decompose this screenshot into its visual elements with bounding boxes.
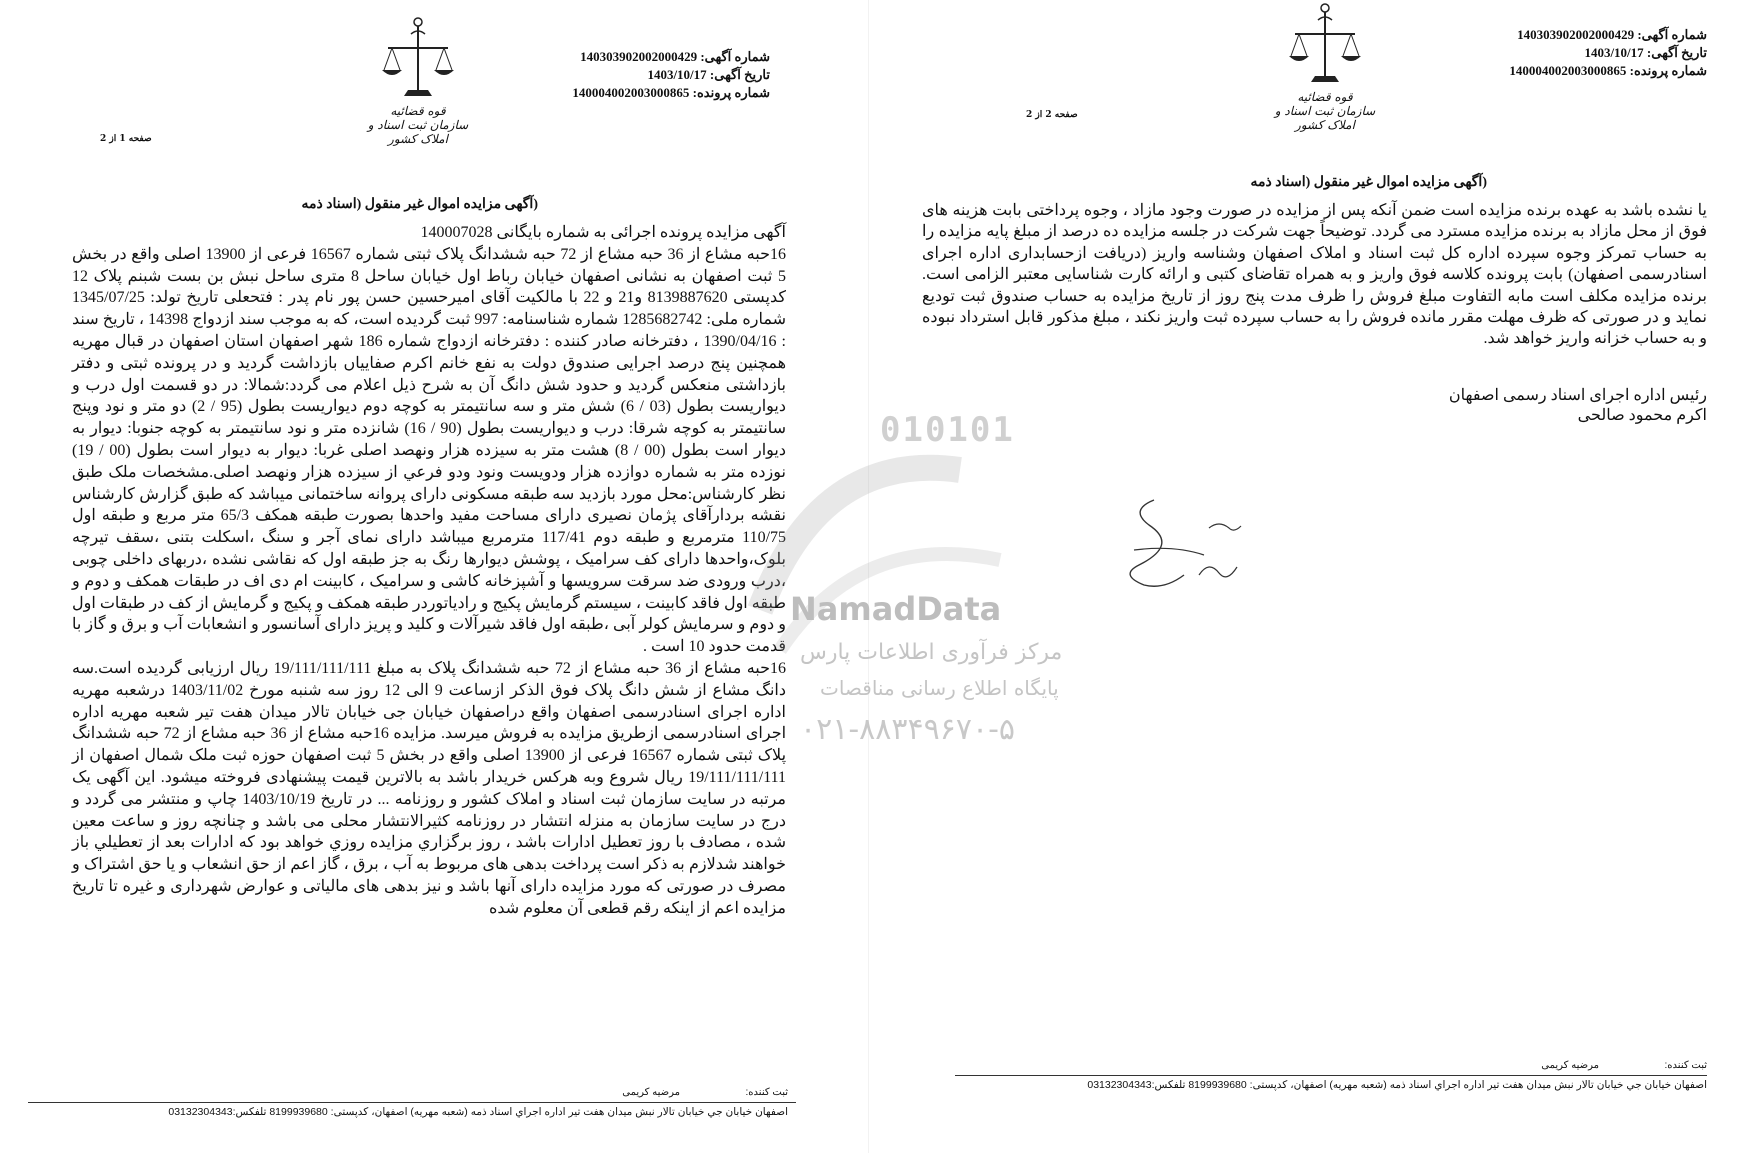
registrar-label: ثبت کننده: <box>745 1087 788 1098</box>
notice-paragraph-archive: آگهی مزایده پرونده اجرائی به شماره بایگانی 140007028 <box>420 224 786 241</box>
registrar-row-p2 <box>1541 1060 1707 1071</box>
ad-number-row <box>572 48 770 66</box>
ad-date-label-p2: تاریخ آگهی: <box>1646 45 1707 60</box>
case-number-label: شماره پرونده: <box>692 85 770 100</box>
watermark-brand: NamadData <box>790 590 1002 628</box>
logo-caption-org: سازمان ثبت اسناد و املاک کشور <box>367 118 469 146</box>
ad-number: 140303902002000429 <box>580 49 698 64</box>
case-number-row <box>572 84 770 102</box>
notice-paragraph-auction: 16حبه مشاع از 36 حبه مشاع از 72 حبه ششدانگ پلاک به مبلغ 19/111/111/111 ریال ارزیابی گردیده است.سه دانگ مشاع از شش دانگ پلاک فوق الذکر ازساعت 9 الی 12 روز سه شنبه مورخ 1403/11/02 درشعبه مهریه اداره اجرای اسنادرسمی اصفهان واقع دراصفهان خیابان جی خیابان تالار میدان هفت تیر شعبه مهریه اداره اجرای اسنادرسمی ازطریق مزایده به فروش میرسد. مزایده 16حبه مشاع از 36 حبه مشاع از 72 حبه ششدانگ پلاک ثبتی شماره 16567 فرعی از 13900 اصلی واقع در بخش 5 ثبت اصفهان حوزه ثبت ملک شمال اصفهان از 19/111/111/111 ریال شروع وبه هرکس خریدار باشد به بالاترین قیمت پیشنهادی فروخته میشود. این آگهی یک مرتبه در سایت سازمان ثبت اسناد و املاک کشور و روزنامه ... در تاریخ 1403/10/19 چاپ و منتشر می گردد و درج در سایت سازمان به منزله انتشار در روزنامه کثیرالانتشار محلی می باشد و چنانچه روز و ساعت معین شده ، مصادف با روز تعطیل ادارات باشد ، روز برگزاري مزايده روزي خواهد بود که ادارات بعد از تعطيلي باز خواهند شدلازم به ذکر است پرداخت بدهی های مربوط به آب ، برق ، گاز اعم از حق انشعاب و یا حق اشتراک و مصرف در صورتی که مورد مزایده دارای آنها باشد و نیز بدهی های مالیاتی و عوارض شهرداری و غیره تا تاریخ مزایده اعم از اینکه رقم قطعی آن معلوم شده <box>72 659 787 917</box>
registrar-name-p2: مرضیه کریمی <box>1541 1060 1599 1071</box>
notice-paragraph-property: 16حبه مشاع از 36 حبه مشاع از 72 حبه ششدانگ پلاک ثبتی شماره 16567 فرعی از 13900 اصلی واقع در بخش 5 ثبت اصفهان به نشانی اصفهان خیابان رباط اول خیابان ساحل 8 متری ساحل نبش بن بست شبنم پلاک 12 کدپستی 8139887620 و21 و 22 با مالکیت آقای امیرحسین حسن پور نام پدر : فتحعلی تاریخ تولد: 1345/07/25 شماره ملی: 1285682742 شماره شناسنامه: 997 ثبت گردیده است، که به موجب سند ازدواج 14398 ، تاریخ سند : 1390/04/16 ، دفترخانه صادر کننده : دفترخانه ازدواج شماره 186 شهر اصفهان استان اصفهان در قبال مهریه همچنین پنج درصد اجرایی صندوق دولت به نفع خانم اکرم صفاییاں بازداشت گردید و در پرونده ثبتی و دفتر بازداشتی منعکس گردید و حدود شش دانگ آن به شرح ذیل اعلام می گردد:شمالا: در دو قسمت اول درب و دیواریست بطول (03 / 6) شش متر و سه سانتیمتر به کوچه دوم دیواریست بطول (95 / 2) دو متر و نود وپنج سانتیمتر به کوچه شرقا: درب و دیواریست بطول (90 / 16) شانزده متر و نود سانتیمتر به کوچه جنوبا: دیوار به دیوار است بطول (00 / 8) هشت متر به سیزده هزار ونهصد اصلی غربا: دیوار به دیوار است بطول (00 / 19) نوزده متر به شماره دوازده هزار ودویست ونود ودو فرعي از سیزده هزار ونهصد اصلی.مشخصات ملک طبق نظر کارشناس:محل مورد بازدید سه طبقه مسکونی دارای پروانه ساختمانی میباشد که طبق گزارش کارشناس نقشه بردارآقای پژمان نصیری دارای مساحت مفید واحدها بصورت طبقه همکف 65/3 متر مربع و طبقه اول 110/75 مترمربع و طبقه دوم 117/41 مترمربع میباشد دارای نمای آجر و سنگ ،اسکلت بتنی ،سقف تیرچه بلوک،واحدها دارای کف سرامیک ، پوشش دیوارها رنگ به جز طبقه اول که نقاشی نشده ،دربهای داخلی چوبی ،درب ورودی ضد سرقت سرویسها و آشپزخانه کاشی و سرامیک ، کابینت ام دی اف در طبقات همکف و دوم و طبقه اول فاقد کابینت ، سیستم گرمایش پکیج و رادیاتوردر طبقه همکف و پکیج و گرمایش از کف در طبقات اول و دوم و سرمایش کولر آبی ،طبقه اول فاقد شیرآلات و کلید و پریز دارای آسانسور و انشعابات آب و برق و گاز با قدمت حدود 10 است . <box>72 245 787 656</box>
signer-title: رئیس اداره اجرای اسناد رسمی اصفهان <box>1448 387 1707 404</box>
ad-meta-block <box>572 48 770 102</box>
ad-date-row-p2 <box>1509 44 1707 62</box>
judiciary-logo-p2 <box>1265 0 1385 132</box>
notice-body <box>72 222 786 920</box>
ad-date-row <box>572 66 770 84</box>
handwritten-signature <box>1114 480 1254 600</box>
logo-caption-judiciary-p2: قوه قضائیه <box>1297 90 1353 104</box>
ad-number-p2: 140303902002000429 <box>1517 27 1635 42</box>
watermark-line2: پایگاه اطلاع رسانی مناقصات <box>820 676 1059 700</box>
signer-block <box>1449 386 1707 426</box>
watermark-phone: ۰۲۱-۸۸۳۴۹۶۷۰-۵ <box>800 712 1016 747</box>
page-number-p2: صفحه 2 از 2 <box>1026 110 1078 120</box>
footer-divider-p2 <box>955 1075 1707 1076</box>
case-number-label-p2: شماره پرونده: <box>1629 63 1707 78</box>
signer-name: اکرم محمود صالحی <box>1577 407 1707 424</box>
ad-date: 1403/10/17 <box>647 67 707 82</box>
ad-number-label: شماره آگهی: <box>700 49 770 64</box>
judiciary-logo <box>358 14 478 146</box>
scales-of-justice-icon <box>378 14 458 104</box>
footer-address: اصفهان خيابان جي خيابان تالار نبش ميدان هفت تير اداره اجراي اسناد ذمه (شعبه مهريه) اصفهان، کدپستی: 8199939680 تلفکس:03132304343 <box>168 1106 788 1118</box>
notice-title: (آگهی مزایده اموال غیر منقول (اسناد ذمه <box>301 197 538 212</box>
footer-address-p2: اصفهان خيابان جي خيابان تالار نبش ميدان هفت تير اداره اجراي اسناد ذمه (شعبه مهريه) اصفهان، کدپستی: 8199939680 تلفکس:03132304343 <box>1087 1079 1707 1091</box>
registrar-name: مرضیه کریمی <box>622 1087 680 1098</box>
scales-of-justice-icon <box>1285 0 1365 90</box>
registrar-row <box>622 1087 788 1098</box>
registrar-label-p2: ثبت کننده: <box>1664 1060 1707 1071</box>
notice-paragraph-terms: یا نشده باشد به عهده برنده مزایده است ضمن آنکه پس از مزایده در صورت وجود مازاد ، وجوه پرداختی بابت هزینه های فوق از محل مازاد به برنده مزایده مسترد می گردد. توضیحاً جهت شرکت در جلسه مزایده ده درصد از مبلغ پایه مزایده را به حساب تمرکز وجوه سپرده اداره کل ثبت اسناد و املاک اصفهان وشناسه واریز (دریافت ازحسابداری اداره اجرای اسنادرسمی اصفهان) بابت پرونده کلاسه فوق واریز و به همراه تقاضای کتبی و ارائه کارت شناسایی معتبر الزامی است. برنده مزایده مکلف است مابه التفاوت مبلغ فروش را ظرف مدت پنج روز از تاریخ مزایده به حساب صندوق ثبت توديع نمايد و در صورتی كه ظرف مهلت مقرر مانده فروش را به حساب سپرده ثبت واریز نکند ، مبلغ مذکور قابل استرداد نبوده و به حساب خزانه واریز خواهد شد. <box>922 202 1708 348</box>
logo-caption-judiciary: قوه قضائیه <box>390 104 446 118</box>
page-number: صفحه 1 از 2 <box>100 134 152 144</box>
page-2 <box>869 0 1737 1153</box>
watermark-line1: مرکز فرآوری اطلاعات پارس <box>800 640 1063 665</box>
ad-date-p2: 1403/10/17 <box>1584 45 1644 60</box>
case-number: 140004002003000865 <box>572 85 690 100</box>
notice-title-p2: (آگهی مزایده اموال غیر منقول (اسناد ذمه <box>1250 175 1487 190</box>
ad-number-row-p2 <box>1509 26 1707 44</box>
ad-number-label-p2: شماره آگهی: <box>1637 27 1707 42</box>
notice-body-p2 <box>922 200 1707 350</box>
page-1 <box>0 0 868 1153</box>
case-number-row-p2 <box>1509 62 1707 80</box>
logo-caption-org-p2: سازمان ثبت اسناد و املاک کشور <box>1274 104 1376 132</box>
footer-divider <box>28 1102 796 1103</box>
ad-date-label: تاریخ آگهی: <box>709 67 770 82</box>
ad-meta-block-p2 <box>1509 26 1707 80</box>
watermark-digits: 010101 <box>880 410 1015 450</box>
case-number-p2: 140004002003000865 <box>1509 63 1627 78</box>
